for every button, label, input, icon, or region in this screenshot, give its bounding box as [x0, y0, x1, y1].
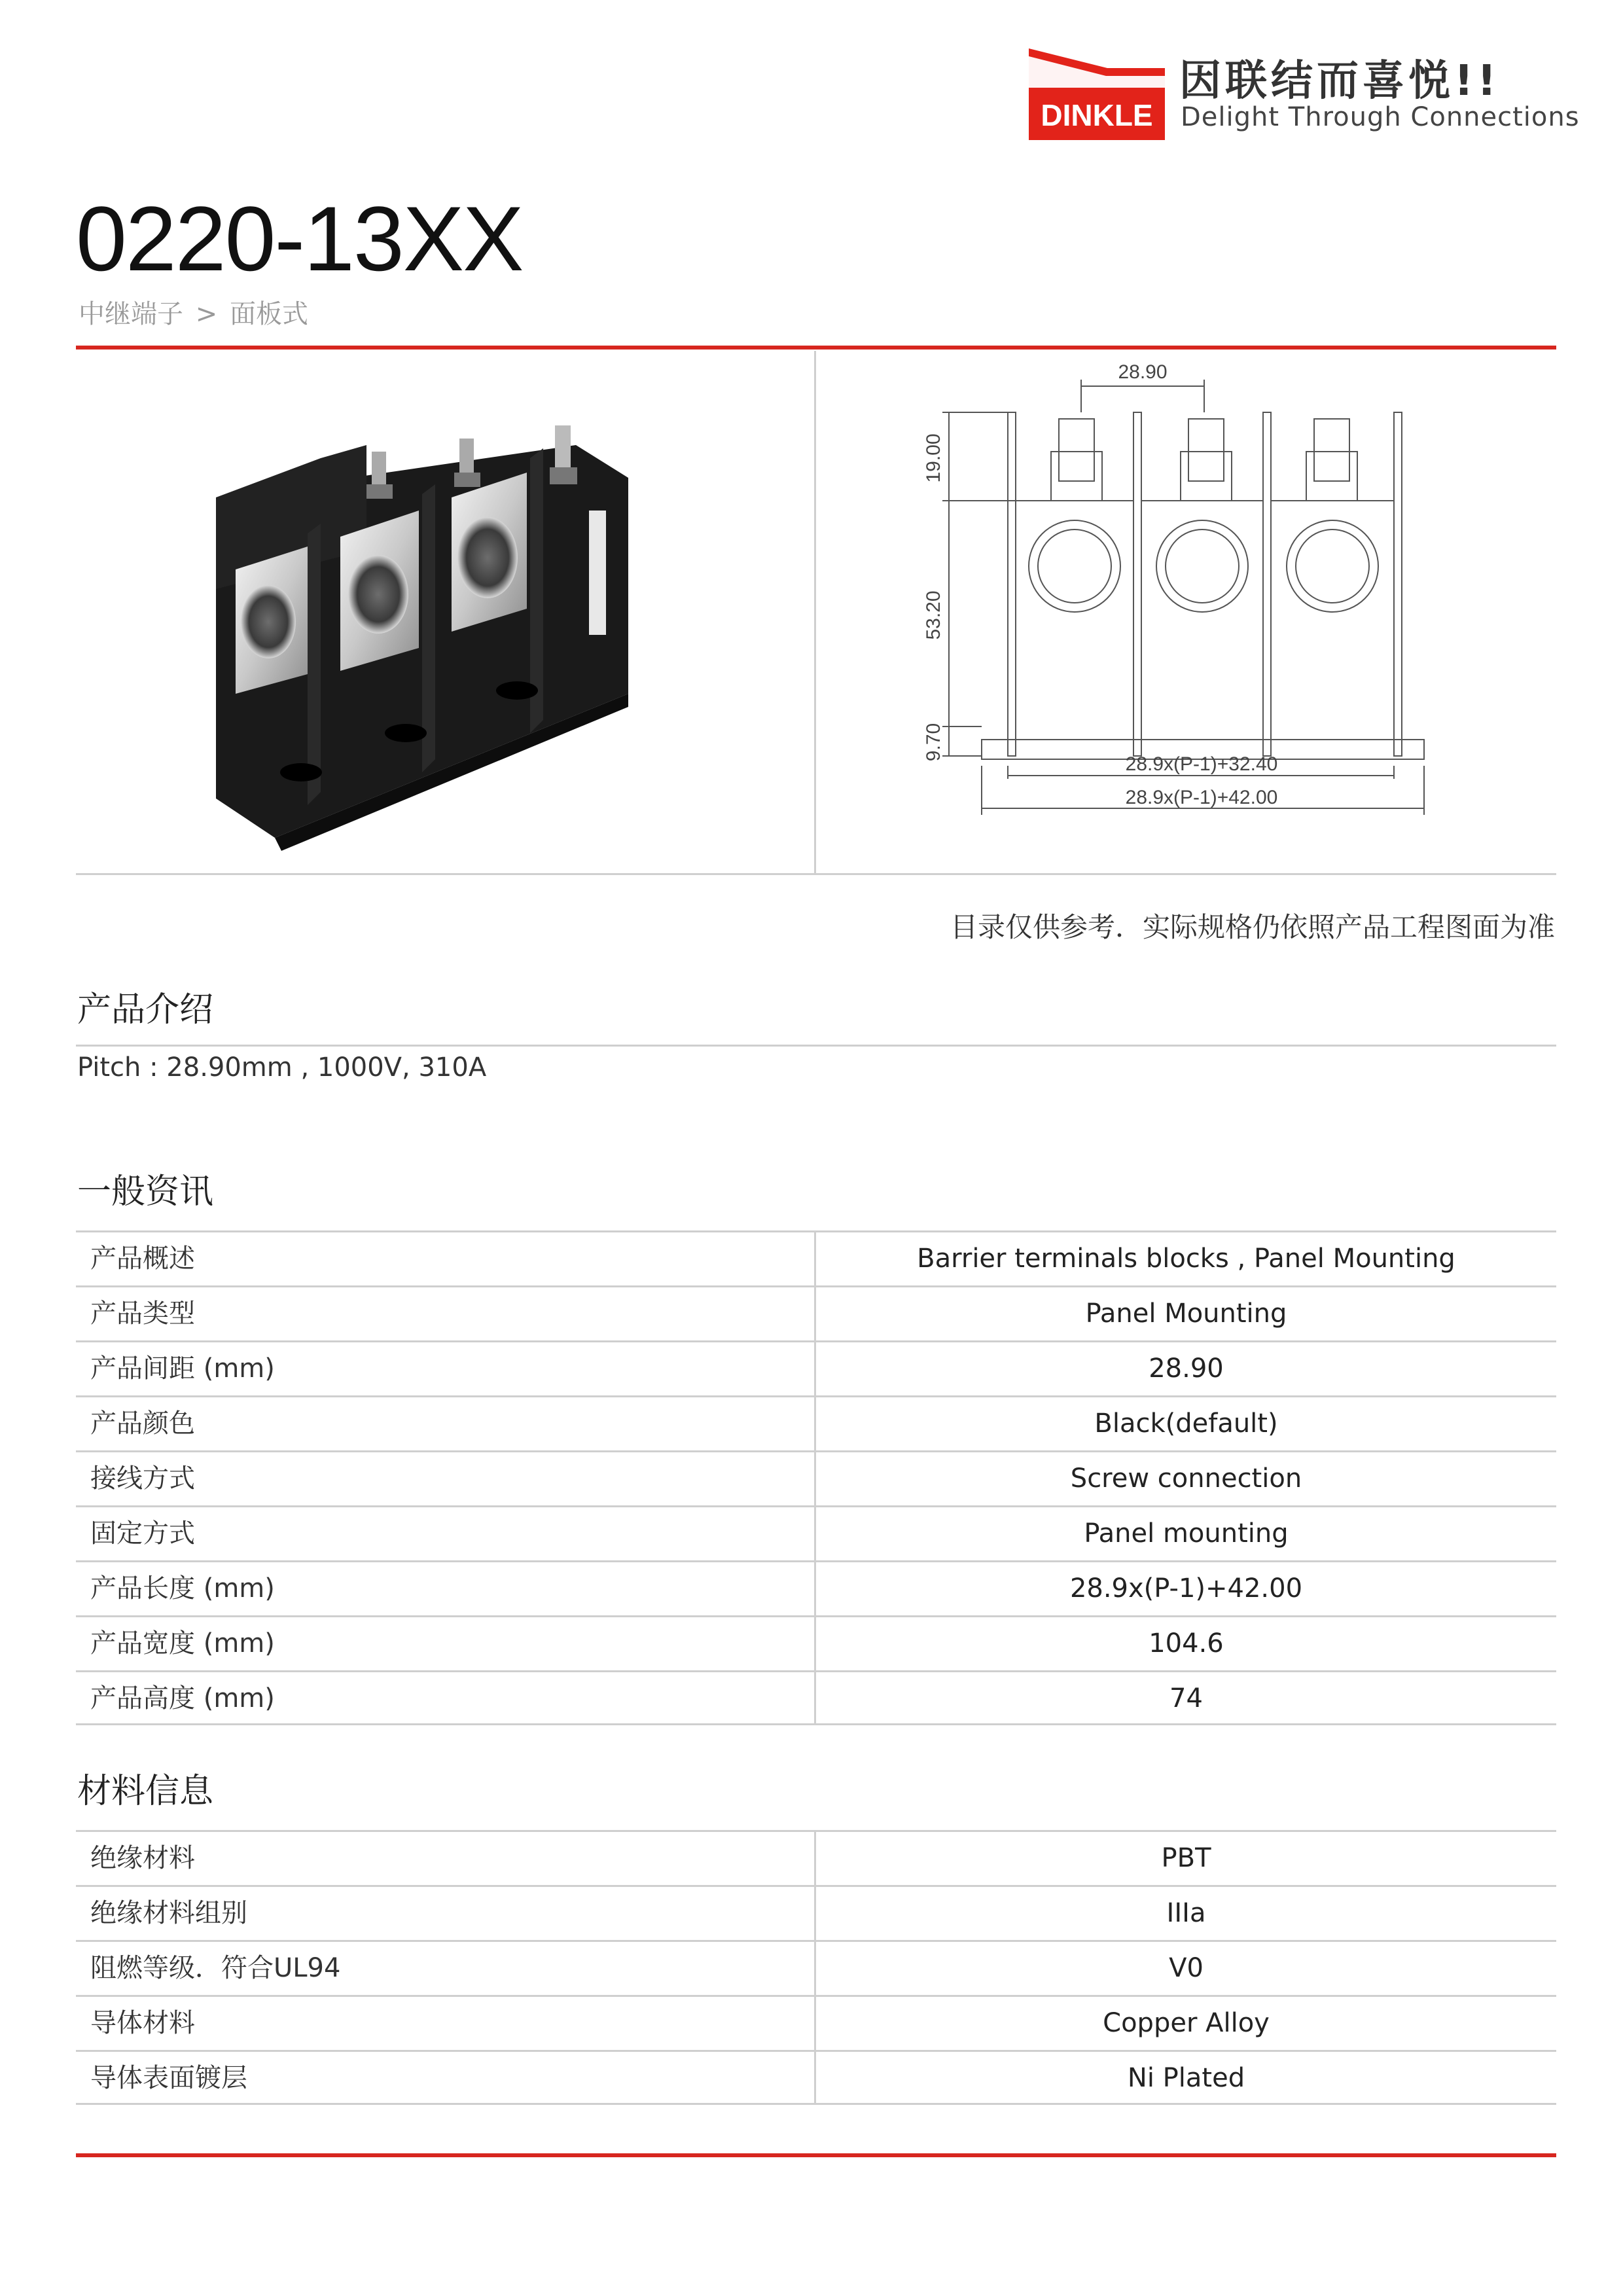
intro-divider	[76, 1045, 1556, 1047]
spec-label: 绝缘材料组别	[90, 1898, 247, 1928]
spec-value: 104.6	[1149, 1628, 1224, 1659]
dim-length-inner: 28.9x(P-1)+32.40	[1125, 753, 1278, 775]
brand-slogan-cn: 因联结而喜悦!!	[1179, 57, 1501, 105]
dim-height-mid: 53.20	[923, 590, 944, 640]
spec-label: 导体材料	[90, 2008, 195, 2038]
table-row	[76, 1340, 1556, 1395]
image-divider	[814, 351, 816, 874]
dinkle-logo-mark	[1029, 42, 1165, 140]
spec-value: Copper Alloy	[1103, 2008, 1270, 2038]
table-row	[76, 1285, 1556, 1340]
breadcrumb-item[interactable]: 中继端子	[79, 299, 183, 329]
image-bottom-divider	[76, 873, 1556, 875]
table-row	[76, 1505, 1556, 1560]
table-row	[76, 1670, 1556, 1725]
spec-value: Ni Plated	[1127, 2063, 1245, 2093]
spec-value: Screw connection	[1070, 1463, 1302, 1494]
spec-label: 产品概述	[90, 1244, 195, 1274]
material-spec-table	[76, 1830, 1556, 2105]
section-title-general: 一般资讯	[77, 1172, 214, 1211]
table-row	[76, 1940, 1556, 1995]
footer-divider	[76, 2153, 1556, 2157]
table-row	[76, 1885, 1556, 1940]
breadcrumb-separator: >	[195, 299, 218, 329]
spec-label: 产品宽度 (mm)	[90, 1628, 275, 1659]
spec-label: 产品类型	[90, 1299, 195, 1329]
table-row	[76, 1830, 1556, 1885]
dim-pitch: 28.90	[1118, 361, 1168, 383]
spec-value: Black(default)	[1094, 1408, 1278, 1439]
spec-value: Panel Mounting	[1085, 1299, 1287, 1329]
brand-logo	[1029, 42, 1580, 140]
spec-label: 产品长度 (mm)	[90, 1573, 275, 1604]
spec-value: Barrier terminals blocks , Panel Mounting	[917, 1244, 1455, 1274]
spec-value: 74	[1169, 1683, 1203, 1713]
table-row	[76, 1395, 1556, 1450]
product-code-title: 0220-13XX	[76, 187, 523, 290]
spec-label: 阻燃等级．符合UL94	[90, 1953, 341, 1983]
intro-text: Pitch : 28.90mm , 1000V, 310A	[77, 1052, 487, 1083]
spec-label: 产品高度 (mm)	[90, 1683, 275, 1713]
spec-label: 接线方式	[90, 1463, 195, 1494]
product-photo	[209, 419, 641, 851]
disclaimer-note: 目录仅供参考．实际规格仍依照产品工程图面为准	[950, 911, 1555, 943]
table-row	[76, 1230, 1556, 1285]
breadcrumb	[79, 293, 312, 331]
section-title-intro: 产品介绍	[77, 990, 214, 1030]
table-row	[76, 1995, 1556, 2050]
spec-value: PBT	[1161, 1843, 1211, 1873]
spec-value: V0	[1169, 1953, 1204, 1983]
dim-height-top: 19.00	[923, 433, 944, 483]
spec-label: 绝缘材料	[90, 1843, 195, 1873]
dimension-drawing	[877, 353, 1453, 825]
dim-height-base: 9.70	[923, 723, 944, 762]
table-row	[76, 1560, 1556, 1615]
spec-label: 产品间距 (mm)	[90, 1354, 275, 1384]
section-title-material: 材料信息	[77, 1772, 214, 1811]
table-row	[76, 1615, 1556, 1670]
logo-wordmark: DINKLE	[1041, 98, 1153, 132]
spec-label: 产品颜色	[90, 1408, 195, 1439]
table-row	[76, 2050, 1556, 2105]
breadcrumb-item[interactable]: 面板式	[229, 299, 308, 329]
table-row	[76, 1450, 1556, 1505]
spec-value: IIIa	[1166, 1898, 1206, 1928]
general-spec-table	[76, 1230, 1556, 1725]
brand-slogan-en: Delight Through Connections	[1181, 102, 1580, 132]
dim-length-outer: 28.9x(P-1)+42.00	[1125, 787, 1278, 808]
header-divider	[76, 346, 1556, 350]
spec-label: 导体表面镀层	[90, 2063, 247, 2093]
spec-value: Panel mounting	[1084, 1518, 1289, 1549]
spec-value: 28.90	[1149, 1354, 1224, 1384]
spec-value: 28.9x(P-1)+42.00	[1069, 1573, 1303, 1604]
spec-label: 固定方式	[90, 1518, 195, 1549]
